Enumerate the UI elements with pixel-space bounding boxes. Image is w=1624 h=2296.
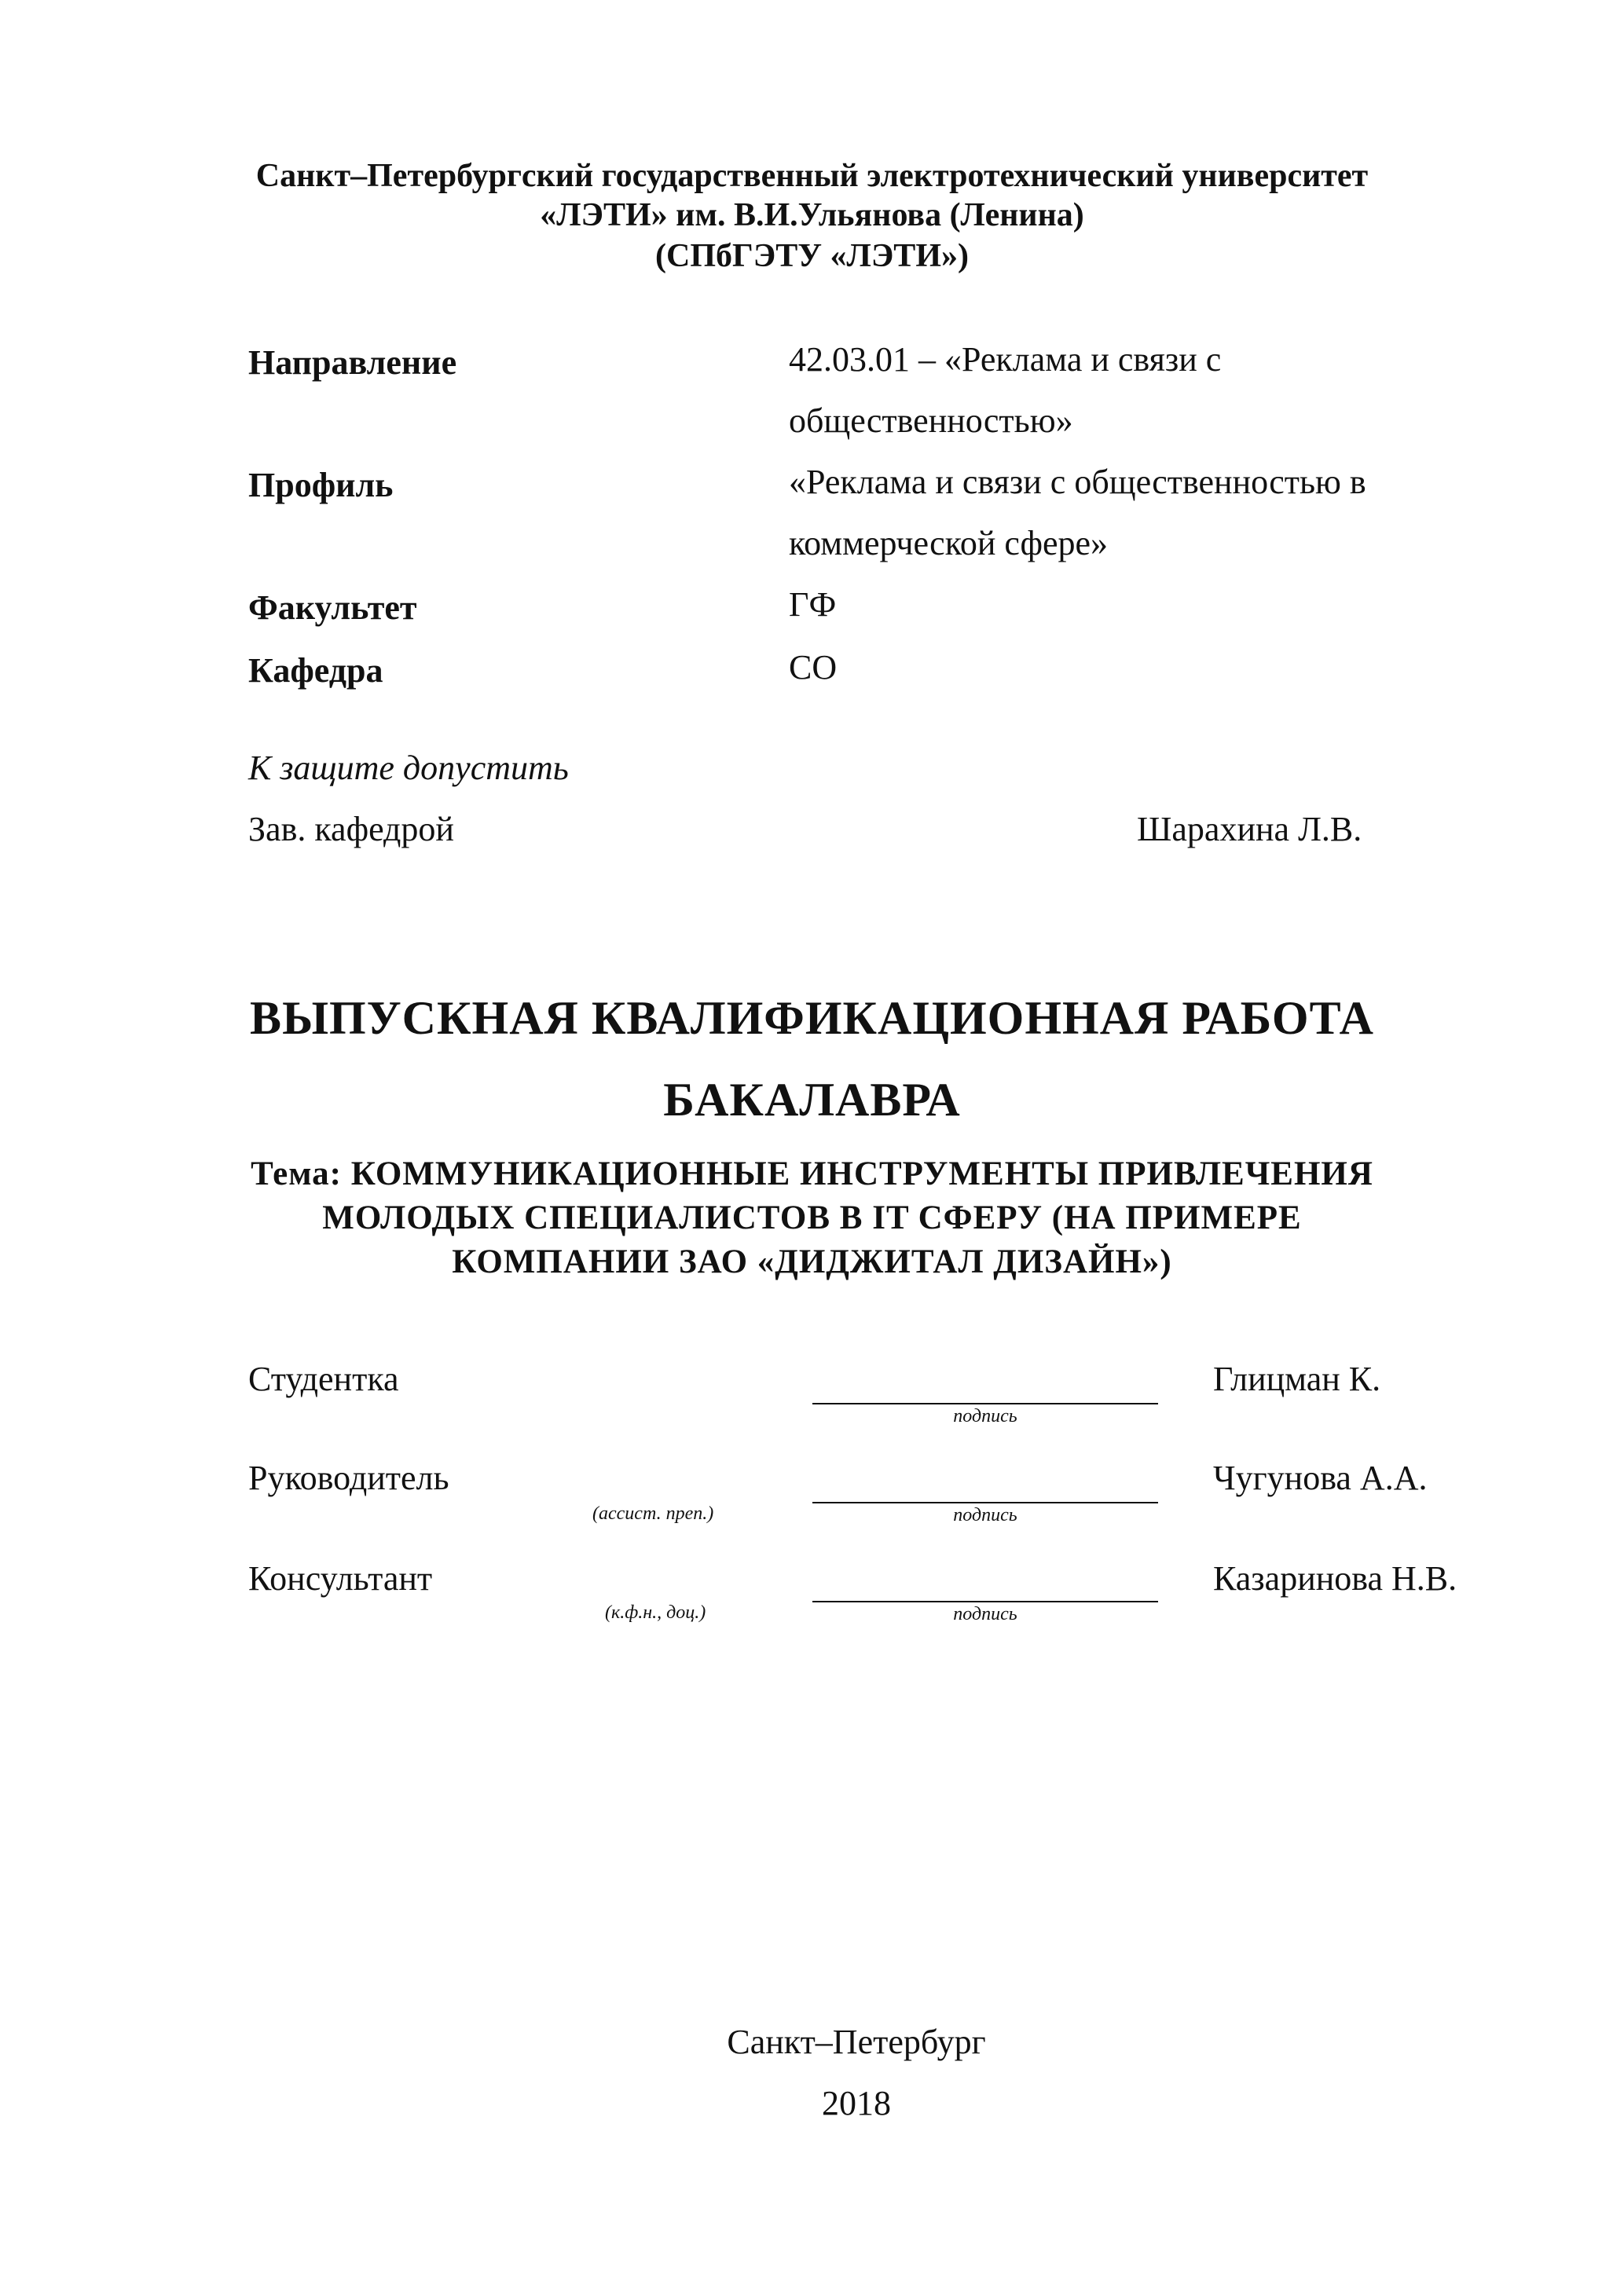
- signature-caption-supervisor: подпись: [953, 1505, 1017, 1525]
- topic-line-1: Тема: КОММУНИКАЦИОННЫЕ ИНСТРУМЕНТЫ ПРИВЛЕЧЕНИЯ: [251, 1155, 1373, 1192]
- department-label: Кафедра: [248, 651, 383, 690]
- faculty-label: Факультет: [248, 588, 417, 627]
- admission-note: К защите допустить: [248, 749, 569, 787]
- footer-year: 2018: [822, 2084, 891, 2122]
- signature-caption-consultant: подпись: [953, 1604, 1017, 1624]
- direction-value-1: 42.03.01 – «Реклама и связи с: [789, 340, 1222, 379]
- work-title-line-1: ВЫПУСКНАЯ КВАЛИФИКАЦИОННАЯ РАБОТА: [250, 992, 1374, 1044]
- direction-value-2: общественностью»: [789, 401, 1073, 440]
- faculty-value: ГФ: [789, 585, 837, 624]
- role-consultant: Консультант: [248, 1559, 433, 1598]
- role-student: Студентка: [248, 1360, 399, 1398]
- name-student: Глицман К.: [1213, 1360, 1381, 1398]
- direction-label: Направление: [248, 343, 457, 382]
- role-supervisor: Руководитель: [248, 1459, 449, 1497]
- university-short: «ЛЭТИ» им. В.И.Ульянова (Ленина): [540, 197, 1084, 233]
- topic-line-3: КОМПАНИИ ЗАО «ДИДЖИТАЛ ДИЗАЙН»): [452, 1243, 1172, 1280]
- topic-line-2: МОЛОДЫХ СПЕЦИАЛИСТОВ В IT СФЕРУ (НА ПРИМЕРЕ: [322, 1199, 1302, 1236]
- work-title-line-2: БАКАЛАВРА: [663, 1074, 961, 1126]
- university-name: Санкт–Петербургский государственный электротехнический университет: [255, 158, 1369, 194]
- footer-city: Санкт–Петербург: [727, 2023, 986, 2061]
- name-supervisor: Чугунова А.А.: [1213, 1459, 1428, 1497]
- department-value: СО: [789, 648, 838, 687]
- profile-value-1: «Реклама и связи с общественностью в: [789, 463, 1366, 501]
- position-supervisor: (ассист. преп.): [592, 1503, 714, 1524]
- name-consultant: Казаринова Н.В.: [1213, 1559, 1457, 1598]
- profile-label: Профиль: [248, 466, 394, 504]
- signature-line-supervisor: [812, 1502, 1158, 1503]
- head-label: Зав. кафедрой: [248, 810, 454, 848]
- university-abbr: (СПбГЭТУ «ЛЭТИ»): [655, 238, 969, 274]
- signature-line-student: [812, 1403, 1158, 1404]
- signature-line-consultant: [812, 1601, 1158, 1602]
- head-name: Шарахина Л.В.: [1137, 810, 1362, 848]
- position-consultant: (к.ф.н., доц.): [605, 1602, 706, 1623]
- profile-value-2: коммерческой сфере»: [789, 524, 1109, 562]
- signature-caption-student: подпись: [953, 1406, 1017, 1426]
